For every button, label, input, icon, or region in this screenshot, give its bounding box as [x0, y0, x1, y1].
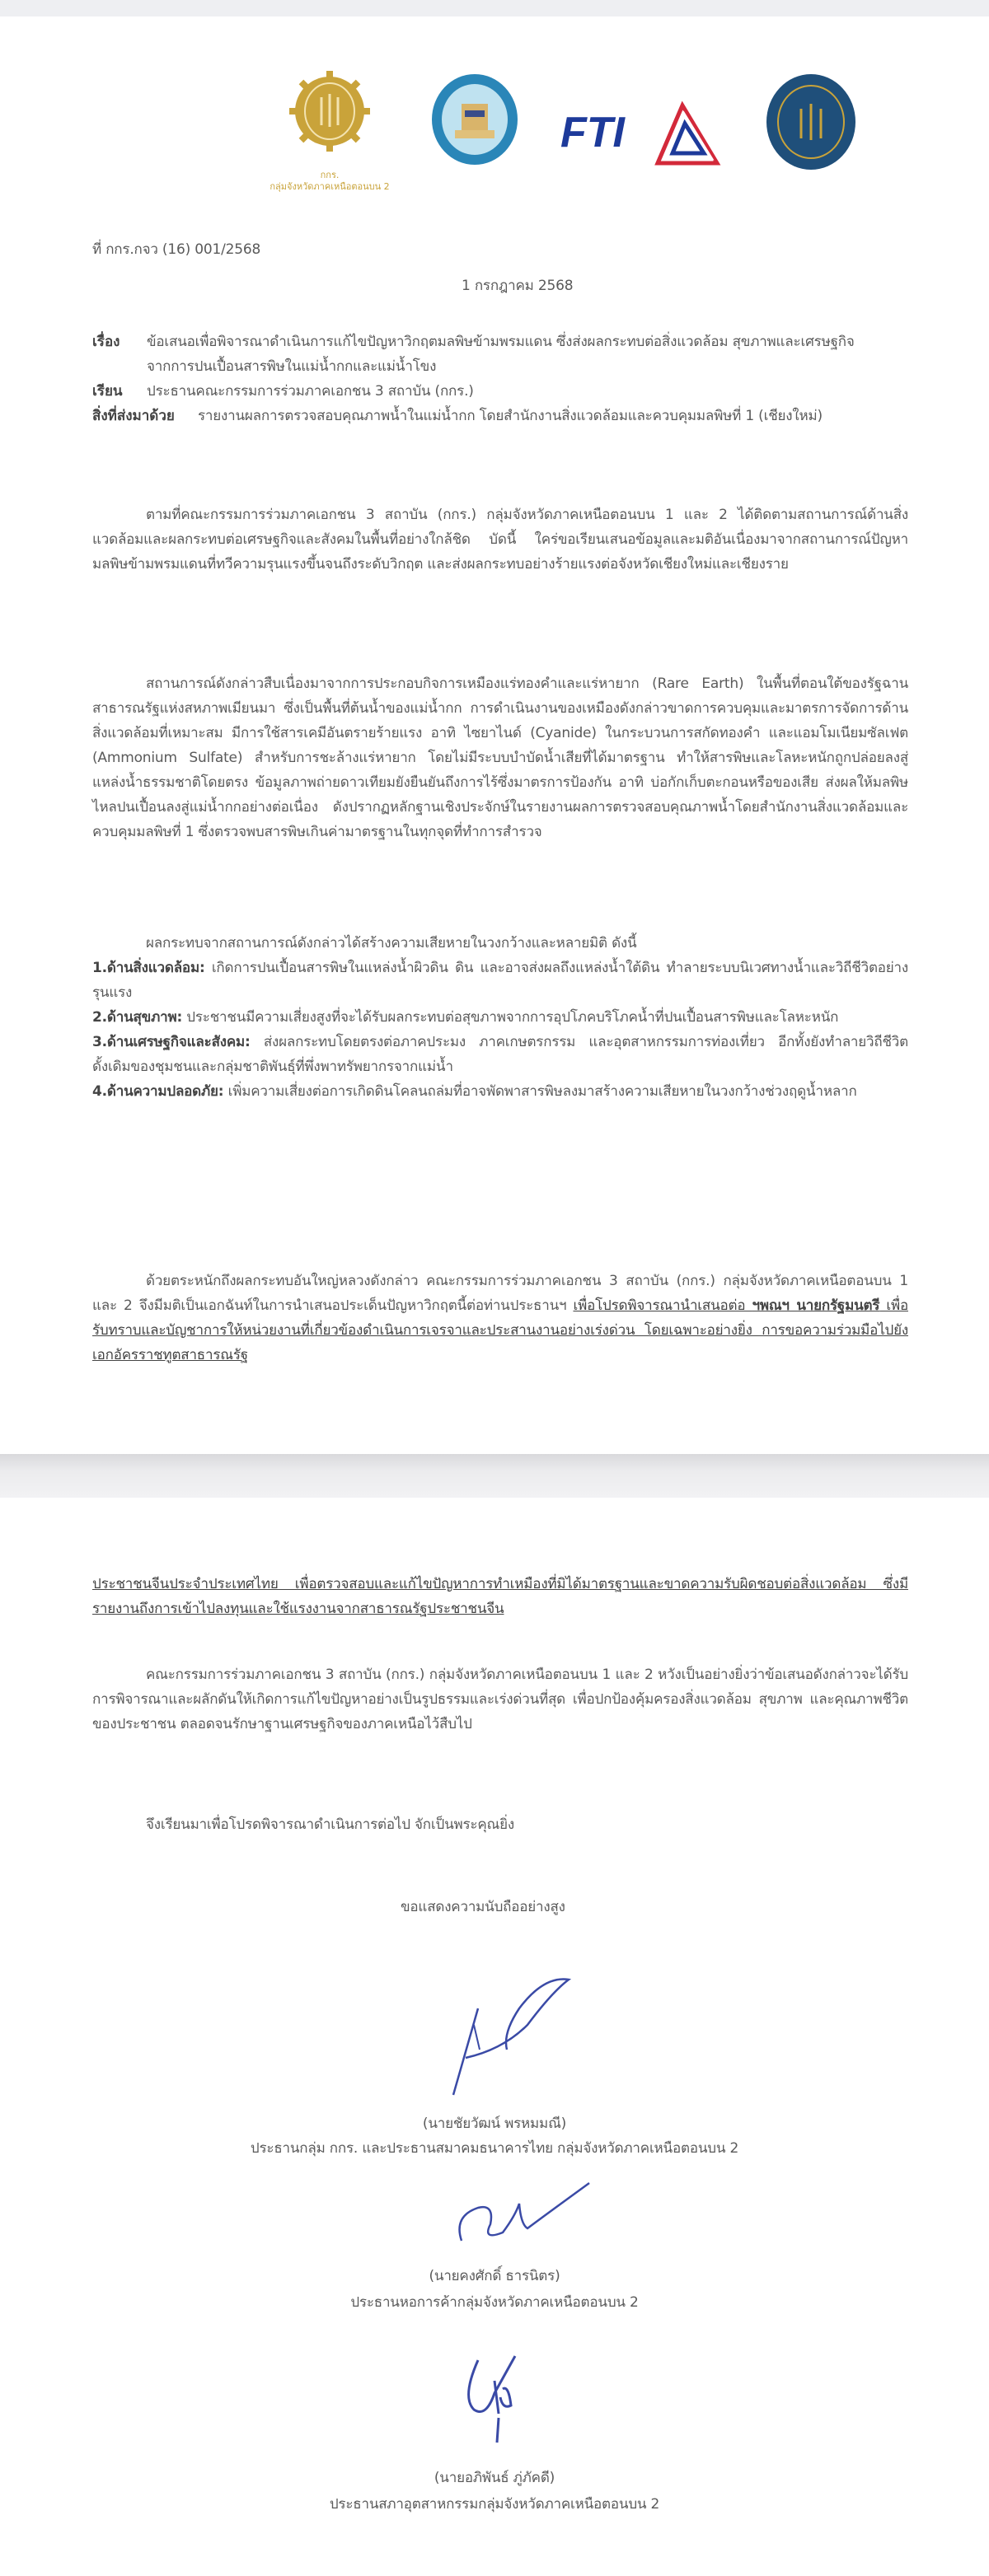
- logo-caption-2: กลุ่มจังหวัดภาคเหนือตอนบน 2: [270, 181, 390, 192]
- paragraph-situation: สถานการณ์ดังกล่าวสืบเนื่องมาจากการประกอบกิจการเหมืองแร่ทองคำและแร่หายาก (Rare Earth) ในพื้นที่ตอนใต้ของรัฐฉาน สาธารณรัฐแห่งสหภาพเมียนมา ซึ่งเป็นพื้นที่ต้นน้ำของแม่น้ำกก การดำเนินงานของเหมืองดังกล่าวขาดการควบคุมและมาตรการจัดการด้านสิ่งแวดล้อมที่เหมาะสม มีการใช้สารเคมีอันตรายร้ายแรง อาทิ ไซยาไนด์ (Cyanide) ในกระบวนการสกัดทองคำ และแอมโมเนียมซัลเฟต (Ammonium Sulfate) สำหรับการชะล้างแร่หายาก โดยไม่มีระบบบำบัดน้ำเสียที่ได้มาตรฐาน ทำให้สารพิษและโลหะหนักถูกปล่อยลงสู่แหล่งน้ำธรรมชาติโดยตรง ข้อมูลภาพถ่ายดาวเทียมยังยืนยันถึงการไร้ซึ่งมาตรการป้องกัน อาทิ บ่อกักเก็บตะกอนหรือของเสีย ส่งผลให้มลพิษไหลปนเปื้อนลงสู่แม่น้ำกกอย่างต่อเนื่อง ดังปรากฏหลักฐานเชิงประจักษ์ในรายงานผลการตรวจสอบคุณภาพน้ำโดยสำนักงานสิ่งแวดล้อมและควบคุมมลพิษที่ 1 ซึ่งตรวจพบสารพิษเกินค่ามาตรฐานในทุกจุดที่ทำการสำรวจ: [92, 676, 908, 840]
- letter-date: 1 กรกฎาคม 2568: [462, 278, 574, 294]
- impact-label: 4.ด้านความปลอดภัย:: [92, 1083, 224, 1100]
- signatory-3-title: ประธานสภาอุตสาหกรรมกลุ่มจังหวัดภาคเหนือตอนบน 2: [329, 2496, 660, 2513]
- signatory-3-name: (นายอภิพันธ์ ภู่ภัคดี): [434, 2470, 555, 2486]
- attachment-label: สิ่งที่ส่งมาด้วย: [92, 408, 175, 424]
- to-text: ประธานคณะกรรมการร่วมภาคเอกชน 3 สถาบัน (กกร.): [147, 383, 474, 400]
- svg-text:FTI: FTI: [560, 109, 625, 157]
- signature-2-icon: [445, 2175, 593, 2249]
- impact-label: 3.ด้านเศรษฐกิจและสังคม:: [92, 1034, 251, 1050]
- impact-label: 1.ด้านสิ่งแวดล้อม:: [92, 960, 205, 976]
- impact-item-environment: [92, 956, 908, 1005]
- fti-mark-icon: [560, 99, 725, 173]
- impact-text: ส่งผลกระทบโดยตรงต่อภาคประมง ภาคเกษตรกรรม และอุตสาหกรรมการท่องเที่ยว อีกทั้งยังทำลายวิถีชีวิตดั้งเดิมของชุมชนและกลุ่มชาติพันธุ์ที่พึ่งพาทรัพยากรจากแม่น้ำ: [92, 1034, 908, 1075]
- viewer-top-bar: [0, 0, 989, 16]
- document-page-1: [0, 16, 989, 1454]
- reference-number: ที่ กกร.กจว (16) 001/2568: [92, 241, 261, 258]
- impact-item-health: [92, 1005, 908, 1030]
- impacts-list: [92, 956, 908, 1104]
- letterhead-logos: [270, 66, 857, 214]
- paragraph-hope: คณะกรรมการร่วมภาคเอกชน 3 สถาบัน (กกร.) กลุ่มจังหวัดภาคเหนือตอนบน 1 และ 2 หวังเป็นอย่างยิ่งว่าข้อเสนอดังกล่าวจะได้รับการพิจารณาและผลักดันให้เกิดการแก้ไขปัญหาอย่างเป็นรูปธรรมและเร่งด่วนที่สุด เพื่อปกป้องคุ้มครองสิ่งแวดล้อม สุขภาพ และคุณภาพชีวิตของประชาชน ตลอดจนรักษาฐานเศรษฐกิจของภาคเหนือไว้สืบไป: [92, 1667, 908, 1732]
- regards-line: ขอแสดงความนับถืออย่างสูง: [401, 1899, 565, 1915]
- document-page-2: [0, 1498, 989, 2576]
- subject-text: ข้อเสนอเพื่อพิจารณาดำเนินการแก้ไขปัญหาวิกฤตมลพิษข้ามพรมแดน ซึ่งส่งผลกระทบต่อสิ่งแวดล้อม สุขภาพและเศรษฐกิจ จากการปนเปื้อนสารพิษในแม่น้ำกกและแม่น้ำโขง: [147, 334, 855, 375]
- impact-item-safety: [92, 1079, 908, 1104]
- resolution-underlined-b: เพื่อรับทราบและบัญชาการให้หน่วยงานที่เกี่ยวข้องดำเนินการเจรจาและประสานงานอย่างเร่งด่วน โดยเฉพาะอย่างยิ่ง การขอความร่วมมือไปยังเอกอัครราชทูตสาธารณรัฐ: [92, 1297, 908, 1363]
- signatory-2-name: (นายคงศักดิ์ ธารนิตร): [429, 2268, 560, 2284]
- chamber-of-commerce-logo: [270, 66, 390, 193]
- to-label: เรียน: [92, 383, 123, 400]
- thai-bankers-association-logo: [765, 72, 857, 175]
- subject-label: เรื่อง: [92, 334, 120, 350]
- page-separator: [0, 1454, 989, 1498]
- paragraph-intro: ตามที่คณะกรรมการร่วมภาคเอกชน 3 สถาบัน (กกร.) กลุ่มจังหวัดภาคเหนือตอนบน 1 และ 2 ได้ติดตามสถานการณ์ด้านสิ่งแวดล้อมและผลกระทบต่อเศรษฐกิจและสังคมในพื้นที่อย่างใกล้ชิด บัดนี้ ใคร่ขอเรียนเสนอข้อมูลและมติอันเนื่องมาจากสถานการณ์ปัญหามลพิษข้ามพรมแดนที่ทวีความรุนแรงขึ้นจนถึงระดับวิกฤต และส่งผลกระทบอย่างร้ายแรงต่อจังหวัดเชียงใหม่และเชียงราย: [92, 507, 908, 573]
- impact-text: เพิ่มความเสี่ยงต่อการเกิดดินโคลนถล่มที่อาจพัดพาสารพิษลงมาสร้างความเสียหายในวงกว้างช่วงฤดูน้ำหลาก: [223, 1083, 857, 1100]
- paragraph-continuation: ประชาชนจีนประจำประเทศไทย เพื่อตรวจสอบและแก้ไขปัญหาการทำเหมืองที่มิได้มาตรฐานและขาดความรับผิดชอบต่อสิ่งแวดล้อม ซึ่งมีรายงานถึงการเข้าไปลงทุนและใช้แรงงานจากสาธารณรัฐประชาชนจีน: [92, 1576, 908, 1617]
- signatory-2-title: ประธานหอการค้ากลุ่มจังหวัดภาคเหนือตอนบน 2: [350, 2294, 639, 2311]
- logo-caption-1: กกร.: [320, 170, 340, 180]
- signature-3-icon: [457, 2348, 540, 2455]
- navy-seal-icon: [765, 72, 857, 171]
- signature-1-icon: [429, 1975, 577, 2099]
- closing-line: จึงเรียนมาเพื่อโปรดพิจารณาดำเนินการต่อไป จักเป็นพระคุณยิ่ง: [146, 1816, 514, 1833]
- paragraph-impacts-intro: ผลกระทบจากสถานการณ์ดังกล่าวได้สร้างความเสียหายในวงกว้างและหลายมิติ ดังนี้: [146, 935, 637, 951]
- impact-label: 2.ด้านสุขภาพ:: [92, 1009, 183, 1026]
- gear-seal-icon: [284, 66, 375, 165]
- impact-item-economy: [92, 1030, 908, 1079]
- fti-logo: [560, 99, 725, 176]
- round-seal-icon: [430, 72, 519, 167]
- signatory-1-name: (นายชัยวัฒน์ พรหมมณี): [422, 2115, 567, 2132]
- prime-minister-ref: ฯพณฯ นายกรัฐมนตรี: [752, 1297, 880, 1314]
- paragraph-resolution: [92, 1269, 908, 1367]
- resolution-underlined-a: เพื่อโปรดพิจารณานำเสนอต่อ: [573, 1297, 752, 1314]
- impact-text: ประชาชนมีความเสี่ยงสูงที่จะได้รับผลกระทบต่อสุขภาพจากการอุปโภคบริโภคน้ำที่ปนเปื้อนสารพิษและโลหะหนัก: [182, 1009, 839, 1026]
- resolution-text: ด้วยตระหนักถึงผลกระทบอันใหญ่หลวงดังกล่าว คณะกรรมการร่วมภาคเอกชน 3 สถาบัน (กกร.) กลุ่มจังหวัดภาคเหนือตอนบน 1 และ 2 จึงมีมติเป็นเอกฉันท์ในการนำเสนอประเด็นปัญหาวิกฤตนี้ต่อท่านประธานฯ: [92, 1273, 908, 1314]
- attachment-text: รายงานผลการตรวจสอบคุณภาพน้ำในแม่น้ำกก โดยสำนักงานสิ่งแวดล้อมและควบคุมมลพิษที่ 1 (เชียงใหม่): [198, 408, 823, 424]
- impact-text: เกิดการปนเปื้อนสารพิษในแหล่งน้ำผิวดิน ดิน และอาจส่งผลถึงแหล่งน้ำใต้ดิน ทำลายระบบนิเวศทางน้ำและวิถีชีวิตอย่างรุนแรง: [92, 960, 908, 1001]
- signatory-1-title: ประธานกลุ่ม กกร. และประธานสมาคมธนาคารไทย กลุ่มจังหวัดภาคเหนือตอนบน 2: [250, 2140, 739, 2157]
- provincial-chamber-logo: [430, 72, 519, 171]
